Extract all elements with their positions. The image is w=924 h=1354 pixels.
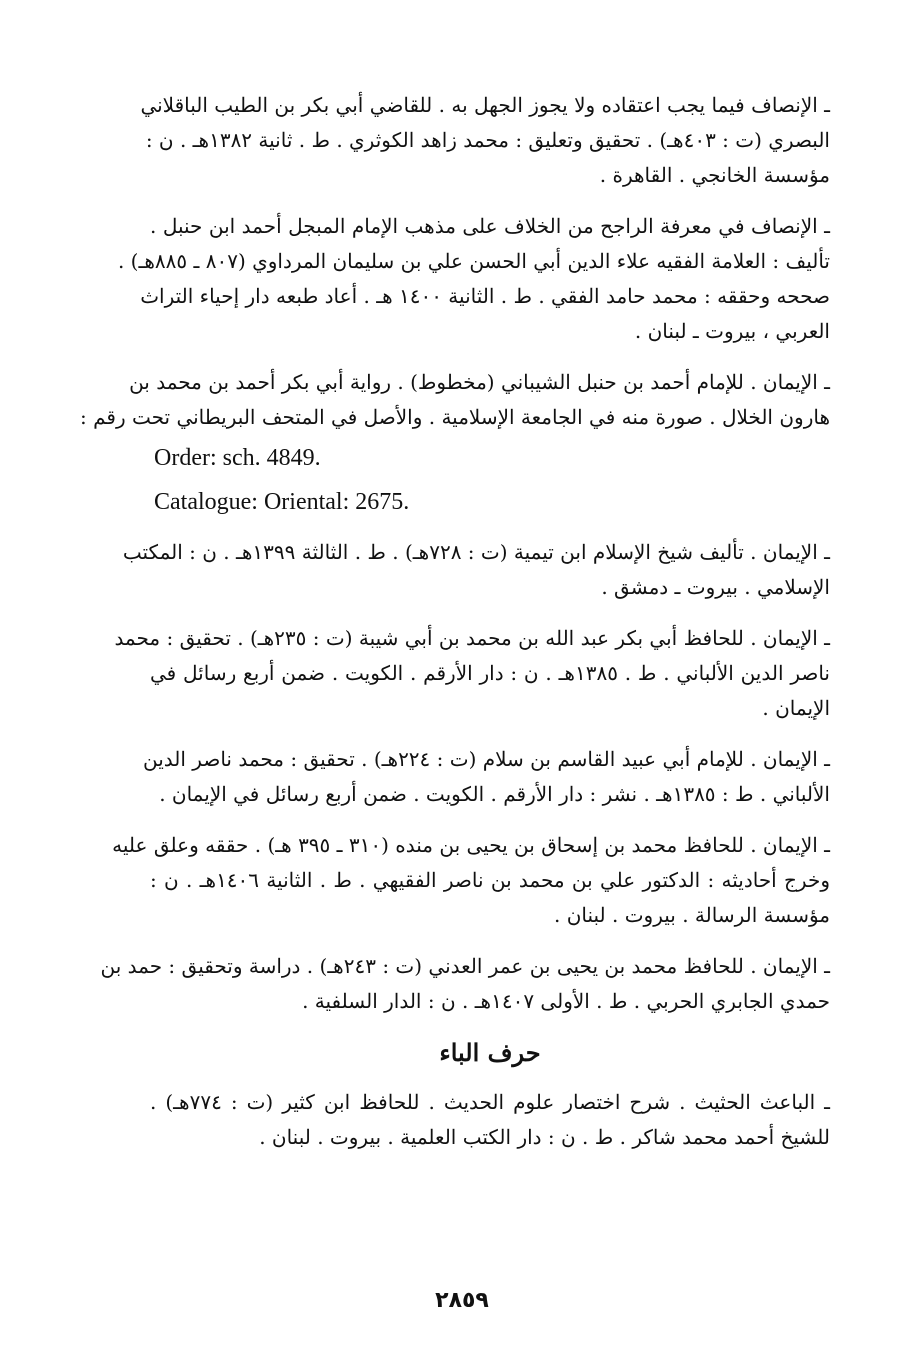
bibliography-entry-iman-ibn-manda (112, 828, 830, 933)
entry-line: ـ الإيمان . للإمام أبي عبيد القاسم بن سلام (ت : ٢٢٤هـ) . تحقيق : محمد ناصر الدين (143, 747, 830, 771)
entry-line: حمدي الجابري الحربي . ط . الأولى ١٤٠٧هـ . ن : الدار السلفية . (302, 989, 830, 1013)
entry-line: العربي ، بيروت ـ لبنان . (634, 319, 830, 343)
entry-line: ـ الإيمان . للحافظ أبي بكر عبد الله بن محمد بن أبي شيبة (ت : ٢٣٥هـ) . تحقيق : محمد (114, 626, 830, 650)
entry-line: ـ الإيمان . للحافظ محمد بن يحيى بن عمر العدني (ت : ٢٤٣هـ) . دراسة وتحقيق : حمد بن (100, 954, 830, 978)
bibliography-entry-iman-ibn-taymiyya (122, 535, 830, 605)
manuscript-catalogue-number: Catalogue: Oriental: 2675. (154, 489, 410, 515)
bibliography-entry-baith-hathith (150, 1085, 830, 1155)
document-page (79, 88, 830, 1328)
entry-line: تأليف : العلامة الفقيه علاء الدين أبي الحسن علي بن سليمان المرداوي (٨٠٧ ـ ٨٨٥هـ) . (117, 249, 830, 273)
bibliography-entry-insaf-baqillani (140, 88, 830, 193)
bibliography-entry-iman-ahmad (79, 365, 830, 435)
entry-line: ـ الإنصاف في معرفة الراجح من الخلاف على مذهب الإمام المبجل أحمد ابن حنبل . (150, 214, 830, 238)
entry-line: مؤسسة الرسالة . بيروت . لبنان . (553, 903, 830, 927)
entry-line: البصري (ت : ٤٠٣هـ) . تحقيق وتعليق : محمد زاهد الكوثري . ط . ثانية ١٣٨٢هـ . ن : (145, 128, 830, 152)
entry-line: ـ الإنصاف فيما يجب اعتقاده ولا يجوز الجهل به . للقاضي أبي بكر بن الطيب الباقلاني (140, 93, 830, 117)
entry-line: هارون الخلال . صورة منه في الجامعة الإسلامية . والأصل في المتحف البريطاني تحت رقم : (79, 405, 830, 429)
entry-line: الإسلامي . بيروت ـ دمشق . (601, 575, 830, 599)
entry-line: وخرج أحاديثه : الدكتور علي بن محمد بن ناصر الفقيهي . ط . الثانية ١٤٠٦هـ . ن : (150, 868, 830, 892)
entry-line: الإيمان . (762, 696, 830, 720)
entry-line: ـ الإيمان . للإمام أحمد بن حنبل الشيباني (مخطوط) . رواية أبي بكر أحمد بن محمد بن (129, 370, 830, 394)
section-heading: حرف الباء (439, 1038, 541, 1067)
entry-line: ـ الباعث الحثيث . شرح اختصار علوم الحديث . للحافظ ابن كثير (ت : ٧٧٤هـ) . (150, 1090, 830, 1114)
page-number: ٢٨٥٩ (435, 1288, 489, 1313)
bibliography-entry-insaf-mardawi (117, 209, 830, 349)
bibliography-entry-iman-ibn-abi-shayba (114, 621, 830, 726)
manuscript-order-number: Order: sch. 4849. (154, 445, 321, 471)
bibliography-entry-iman-abu-ubayd (143, 742, 830, 812)
entry-line: ناصر الدين الألباني . ط . ١٣٨٥هـ . ن : دار الأرقم . الكويت . ضمن أربع رسائل في (150, 661, 830, 685)
entry-line: الألباني . ط : ١٣٨٥هـ . نشر : دار الأرقم . الكويت . ضمن أربع رسائل في الإيمان . (159, 782, 830, 806)
entry-line: مؤسسة الخانجي . القاهرة . (599, 163, 830, 187)
entry-line: صححه وحققه : محمد حامد الفقي . ط . الثانية ١٤٠٠ هـ . أعاد طبعه دار إحياء التراث (140, 284, 830, 308)
entry-line: للشيخ أحمد محمد شاكر . ط . ن : دار الكتب العلمية . بيروت . لبنان . (259, 1125, 830, 1149)
entry-line: ـ الإيمان . تأليف شيخ الإسلام ابن تيمية (ت : ٧٢٨هـ) . ط . الثالثة ١٣٩٩هـ . ن : المكتب (122, 540, 830, 564)
bibliography-entry-iman-adani (100, 949, 830, 1019)
entry-line: ـ الإيمان . للحافظ محمد بن إسحاق بن يحيى بن منده (٣١٠ ـ ٣٩٥ هـ) . حققه وعلق عليه (112, 833, 830, 857)
